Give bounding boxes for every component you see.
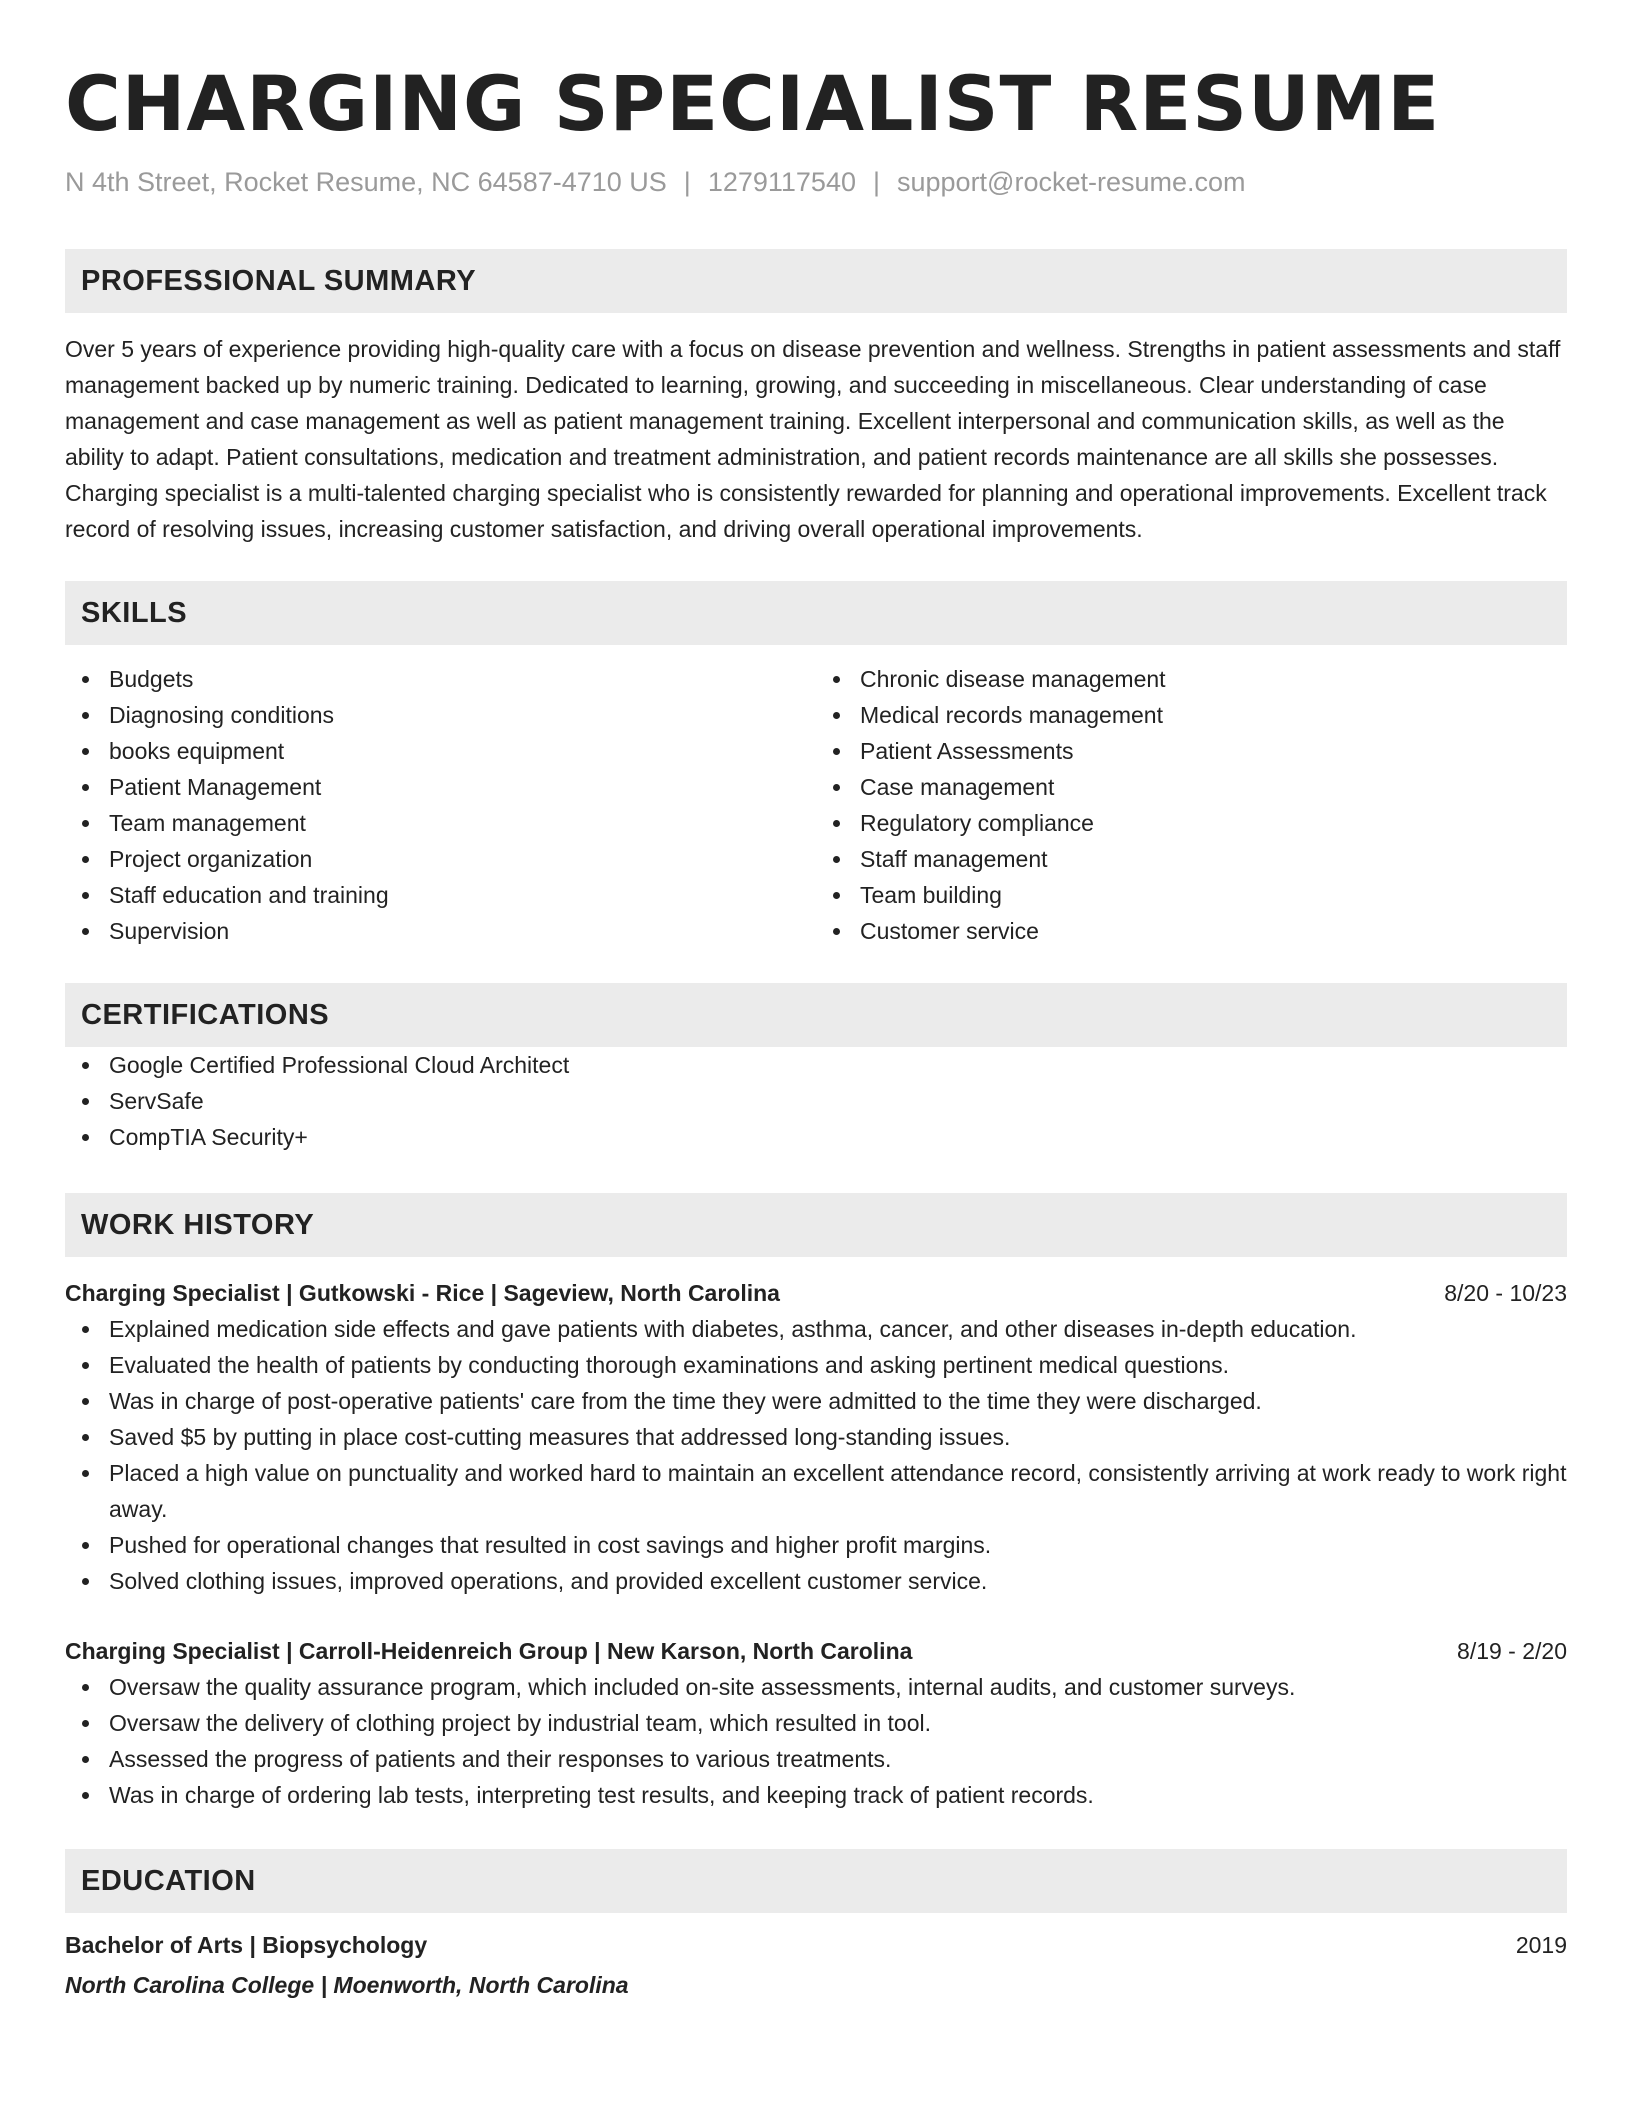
job-bullets: [65, 1669, 1567, 1813]
contact-address: N 4th Street, Rocket Resume, NC 64587-4710 US: [65, 167, 667, 197]
skills-grid: [65, 661, 1567, 949]
job-bullet: Was in charge of ordering lab tests, interpreting test results, and keeping track of patient records.: [65, 1777, 1567, 1813]
job-dates: 8/19 - 2/20: [1457, 1638, 1567, 1664]
skill-item: Patient Assessments: [816, 733, 1567, 769]
job-bullet: Was in charge of post-operative patients' care from the time they were admitted to the time they were discharged.: [65, 1383, 1567, 1419]
skill-item: Medical records management: [816, 697, 1567, 733]
contact-separator: |: [872, 167, 880, 197]
job-bullet: Oversaw the quality assurance program, which included on-site assessments, internal audits, and customer surveys.: [65, 1669, 1567, 1705]
skill-item: Customer service: [816, 913, 1567, 949]
skill-item: Staff education and training: [65, 877, 816, 913]
section-header-summary: PROFESSIONAL SUMMARY: [65, 249, 1567, 313]
section-header-education: EDUCATION: [65, 1849, 1567, 1913]
resume-title: CHARGING SPECIALIST RESUME: [65, 59, 1441, 148]
skill-item: Project organization: [65, 841, 816, 877]
education-year: 2019: [1515, 1932, 1567, 1958]
certification-item: Google Certified Professional Cloud Architect: [65, 1047, 1567, 1083]
skill-item: Patient Management: [65, 769, 816, 805]
job-bullet: Assessed the progress of patients and their responses to various treatments.: [65, 1741, 1567, 1777]
certification-item: ServSafe: [65, 1083, 1567, 1119]
skill-item: Team building: [816, 877, 1567, 913]
skills-list-left: [65, 661, 816, 949]
education-school: North Carolina College | Moenworth, North Carolina: [65, 1972, 629, 1998]
summary-text: Over 5 years of experience providing high-quality care with a focus on disease prevention and wellness. Strengths in patient assessments and staff management backed up by numeric training. Dedicated to learning, growing, and succeeding in miscellaneous. Clear understanding of case management and case management as well as patient management training. Excellent interpersonal and communication skills, as well as the ability to adapt. Patient consultations, medication and treatment administration, and patient records maintenance are all skills she possesses. Charging specialist is a multi-talented charging specialist who is consistently rewarded for planning and operational improvements. Excellent track record of resolving issues, increasing customer satisfaction, and driving overall operational improvements.: [65, 336, 1561, 542]
skill-item: books equipment: [65, 733, 816, 769]
section-header-certifications: CERTIFICATIONS: [65, 983, 1567, 1047]
job-heading: [65, 1633, 1567, 1669]
certification-item: CompTIA Security+: [65, 1119, 1567, 1155]
job-bullets: [65, 1311, 1567, 1599]
contact-line: [65, 164, 1567, 200]
job-bullet: Placed a high value on punctuality and worked hard to maintain an excellent attendance record, consistently arriving at work ready to work right away.: [65, 1455, 1567, 1527]
job-title: Charging Specialist | Carroll-Heidenreich Group | New Karson, North Carolina: [65, 1638, 913, 1664]
skill-item: Case management: [816, 769, 1567, 805]
job-dates: 8/20 - 10/23: [1444, 1280, 1567, 1306]
contact-email: support@rocket-resume.com: [897, 167, 1246, 197]
skills-list-right: [816, 661, 1567, 949]
section-header-skills: SKILLS: [65, 581, 1567, 645]
job-bullet: Oversaw the delivery of clothing project by industrial team, which resulted in tool.: [65, 1705, 1567, 1741]
job-title: Charging Specialist | Gutkowski - Rice | Sageview, North Carolina: [65, 1280, 780, 1306]
job-heading: [65, 1275, 1567, 1311]
skill-item: Regulatory compliance: [816, 805, 1567, 841]
job-bullet: Pushed for operational changes that resulted in cost savings and higher profit margins.: [65, 1527, 1567, 1563]
job-bullet: Explained medication side effects and gave patients with diabetes, asthma, cancer, and other diseases in-depth education.: [65, 1311, 1567, 1347]
skill-item: Chronic disease management: [816, 661, 1567, 697]
skill-item: Supervision: [65, 913, 816, 949]
section-header-work-history: WORK HISTORY: [65, 1193, 1567, 1257]
job-bullet: Solved clothing issues, improved operations, and provided excellent customer service.: [65, 1563, 1567, 1599]
education-degree: Bachelor of Arts | Biopsychology: [65, 1932, 428, 1958]
education-heading: [65, 1927, 1567, 1963]
job-bullet: Saved $5 by putting in place cost-cutting measures that addressed long-standing issues.: [65, 1419, 1567, 1455]
skill-item: Team management: [65, 805, 816, 841]
skill-item: Budgets: [65, 661, 816, 697]
contact-separator: |: [683, 167, 691, 197]
skill-item: Staff management: [816, 841, 1567, 877]
skill-item: Diagnosing conditions: [65, 697, 816, 733]
certifications-list: [65, 1047, 1567, 1155]
job-bullet: Evaluated the health of patients by conducting thorough examinations and asking pertinent medical questions.: [65, 1347, 1567, 1383]
contact-phone: 1279117540: [707, 167, 856, 197]
